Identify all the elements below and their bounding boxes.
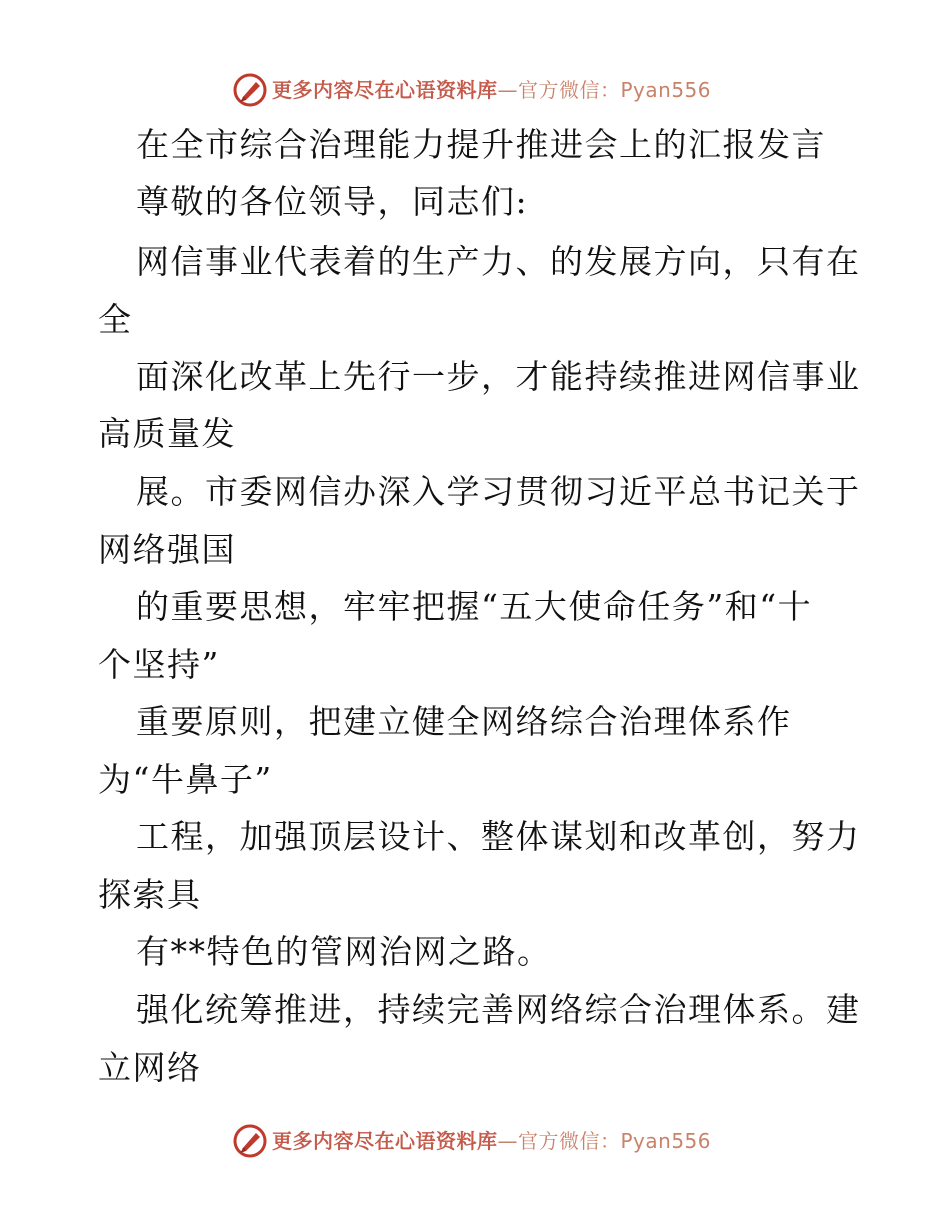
watermark-text	[272, 77, 711, 103]
watermark-banner-bottom	[0, 1121, 950, 1161]
paragraph-line: 面深化改革上先行一步，才能持续推进网信事业	[136, 357, 861, 396]
paragraph-line: 展。市委网信办深入学习贯彻习近平总书记关于	[136, 472, 861, 511]
watermark-lead: 更多内容尽在心语资料库	[272, 1129, 498, 1153]
document-title: 在全市综合治理能力提升推进会上的汇报发言	[136, 125, 826, 164]
paragraph-line: 探索具	[98, 875, 202, 914]
paragraph-line: 强化统筹推进，持续完善网络综合治理体系。建	[136, 990, 861, 1029]
salutation: 尊敬的各位领导，同志们:	[136, 182, 529, 221]
pen-logo-icon	[232, 1123, 268, 1159]
paragraph-line: 为“牛鼻子”	[98, 760, 273, 799]
watermark-text	[272, 1128, 711, 1154]
paragraph-line: 个坚持”	[98, 645, 220, 684]
watermark-banner-top	[0, 70, 950, 110]
paragraph-line: 有**特色的管网治网之路。	[136, 932, 552, 971]
paragraph-line: 高质量发	[98, 414, 236, 453]
paragraph-line: 立网络	[98, 1048, 202, 1087]
paragraph-line: 网络强国	[98, 530, 236, 569]
paragraph-line: 网信事业代表着的生产力、的发展方向，只有在	[136, 242, 861, 281]
watermark-lead: 更多内容尽在心语资料库	[272, 78, 498, 102]
paragraph-line: 的重要思想，牢牢把握“五大使命任务”和“十	[136, 587, 813, 626]
paragraph-line: 全	[98, 300, 133, 339]
paragraph-line: 重要原则，把建立健全网络综合治理体系作	[136, 702, 792, 741]
watermark-tail: —官方微信：Pyan556	[497, 78, 712, 102]
paragraph-line: 工程，加强顶层设计、整体谋划和改革创，努力	[136, 817, 861, 856]
watermark-tail: —官方微信：Pyan556	[497, 1129, 712, 1153]
pen-logo-icon	[232, 72, 268, 108]
